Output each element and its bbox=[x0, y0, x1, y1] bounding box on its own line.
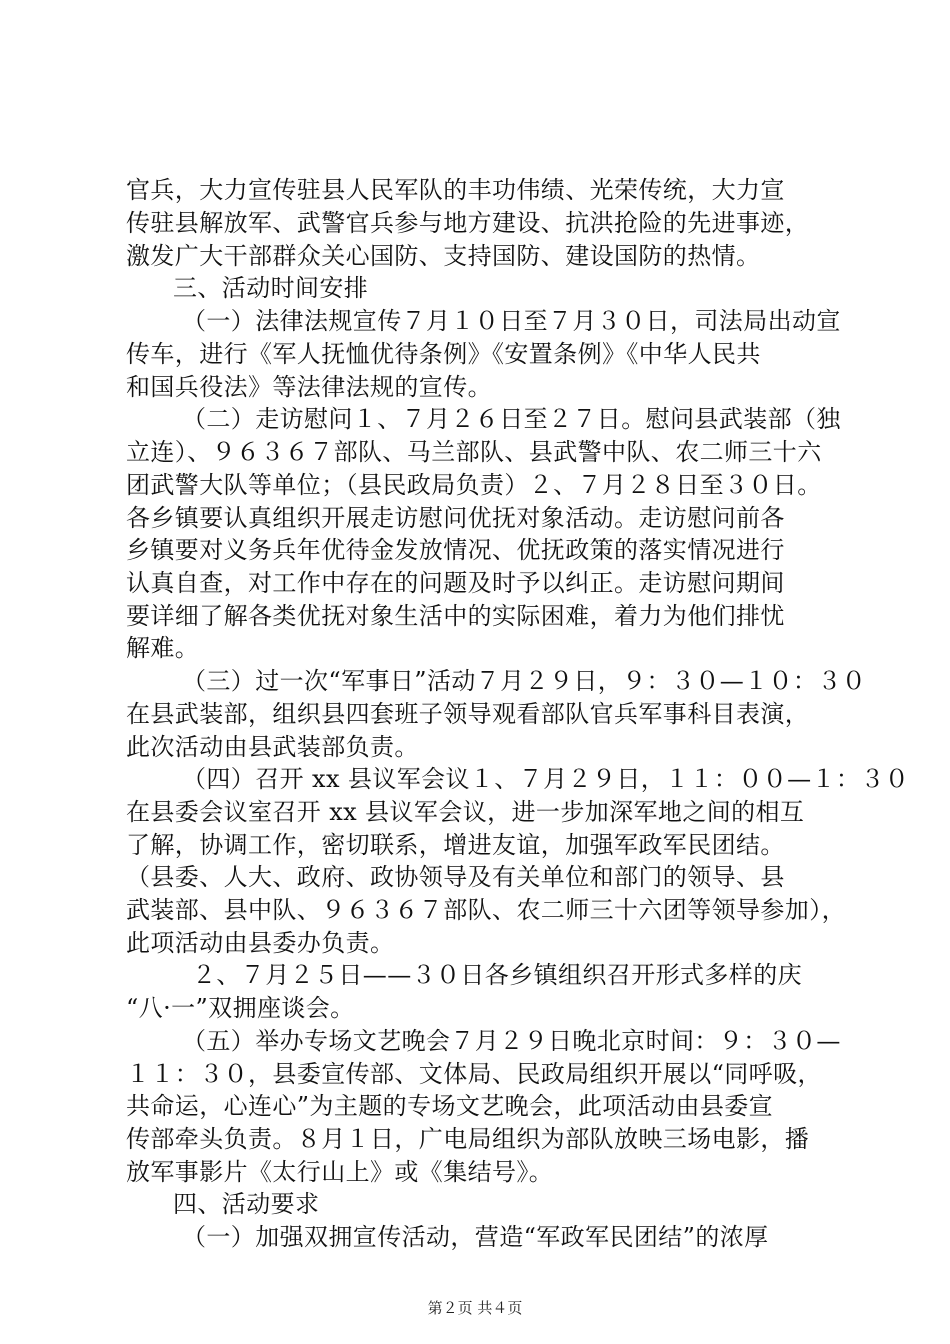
body-text-line: 放军事影片《太行山上》或《集结号》。 bbox=[126, 1158, 554, 1186]
body-text-line: （三）过一次“军事日”活动７月２９日，９：３０—１０：３０ bbox=[182, 667, 867, 695]
body-text-line: 武装部、县中队、９６３６７部队、农二师三十六团等领导参加）， bbox=[126, 896, 846, 924]
body-text-line: “八·一”双拥座谈会。 bbox=[126, 994, 355, 1022]
body-text-line: 此项活动由县委办负责。 bbox=[126, 929, 395, 957]
body-text-line: ２、７月２５日——３０日各乡镇组织召开形式多样的庆 bbox=[192, 961, 802, 989]
body-text-line: 了解，协调工作，密切联系，增进友谊，加强军政军民团结。 bbox=[126, 831, 785, 859]
body-text-line: 传部牵头负责。８月１日，广电局组织为部队放映三场电影，播 bbox=[126, 1125, 810, 1153]
body-text-line: 团武警大队等单位；（县民政局负责）２、７月２８日至３０日。 bbox=[126, 471, 822, 499]
body-text-line: 和国兵役法》等法律法规的宣传。 bbox=[126, 373, 492, 401]
body-text-line: （五）举办专场文艺晚会７月２９日晚北京时间：９：３０— bbox=[182, 1027, 841, 1055]
body-text-line: 解难。 bbox=[126, 634, 200, 662]
body-text-line: 乡镇要对义务兵年优待金发放情况、优抚政策的落实情况进行 bbox=[126, 536, 785, 564]
body-text-line: 在县委会议室召开 xx 县议军会议，进一步加深军地之间的相互 bbox=[126, 798, 805, 826]
body-text-line: 在县武装部，组织县四套班子领导观看部队官兵军事科目表演， bbox=[126, 700, 810, 728]
body-text-line: 传车，进行《军人抚恤优待条例》《安置条例》《中华人民共 bbox=[126, 340, 761, 368]
body-text-line: １１：３０，县委宣传部、文体局、民政局组织开展以“同呼吸， bbox=[126, 1060, 822, 1088]
body-text-line: 激发广大干部群众关心国防、支持国防、建设国防的热情。 bbox=[126, 242, 761, 270]
body-text-line: 要详细了解各类优抚对象生活中的实际困难，着力为他们排忧 bbox=[126, 602, 785, 630]
section-heading: 三、活动时间安排 bbox=[173, 274, 369, 302]
body-text-line: （一）法律法规宣传７月１０日至７月３０日，司法局出动宣 bbox=[182, 307, 841, 335]
body-text-line: （二）走访慰问１、７月２６日至２７日。慰问县武装部（独 bbox=[182, 405, 841, 433]
section-heading: 四、活动要求 bbox=[173, 1190, 320, 1218]
body-text-line: 官兵，大力宣传驻县人民军队的丰功伟绩、光荣传统，大力宣 bbox=[126, 176, 785, 204]
body-text-line: （一）加强双拥宣传活动，营造“军政军民团结”的浓厚 bbox=[182, 1223, 769, 1251]
body-text-line: （四）召开 xx 县议军会议１、７月２９日，１１：００—１：３０ bbox=[182, 765, 910, 793]
body-text-line: 共命运，心连心”为主题的专场文艺晚会，此项活动由县委宣 bbox=[126, 1092, 774, 1120]
body-text-line: 此次活动由县武装部负责。 bbox=[126, 733, 419, 761]
body-text-line: 认真自查，对工作中存在的问题及时予以纠正。走访慰问期间 bbox=[126, 569, 785, 597]
page-footer: 第２页 共４页 bbox=[427, 1299, 523, 1317]
body-text-line: 传驻县解放军、武警官兵参与地方建设、抗洪抢险的先进事迹， bbox=[126, 209, 810, 237]
body-text-line: 各乡镇要认真组织开展走访慰问优抚对象活动。走访慰问前各 bbox=[126, 504, 785, 532]
body-text-line: 立连）、９６３６７部队、马兰部队、县武警中队、农二师三十六 bbox=[126, 438, 822, 466]
body-text-line: （县委、人大、政府、政协领导及有关单位和部门的领导、县 bbox=[126, 863, 785, 891]
